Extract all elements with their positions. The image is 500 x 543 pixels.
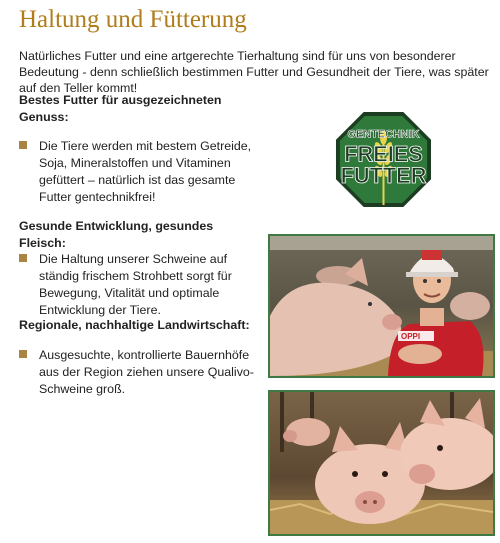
- bullet-text: Die Tiere werden mit bestem Getreide, Soja, Mineralstoffen und Vitaminen gefüttert – natürlich ist das gesamte Futter gentechnikfrei!: [39, 139, 252, 204]
- bullet-text: Ausgesuchte, kontrollierte Bauernhöfe aus der Region ziehen unsere Qualivo-Schweine groß.: [39, 348, 254, 396]
- bullet-square-icon: [19, 141, 27, 149]
- list-item-development: [19, 251, 259, 319]
- section-heading-feed: Bestes Futter für ausgezeichneten Genuss:: [19, 93, 222, 124]
- photo-farmer-with-pig: [268, 234, 495, 378]
- bullet-square-icon: [19, 350, 27, 358]
- badge-line2-text: FUTTER: [340, 163, 427, 189]
- section-heading-regional: Regionale, nachhaltige Landwirtschaft:: [19, 318, 250, 332]
- list-item-feed: [19, 138, 259, 206]
- gentechnikfrei-badge: [334, 110, 433, 209]
- intro-paragraph: Natürliches Futter und eine artgerechte Tierhaltung sind für uns von besonderer Bedeutung - denn schließlich bestimmen Futter und Gesundheit der Tiere, was später auf den Teller kommt!: [19, 49, 489, 95]
- page-title: Haltung und Fütterung: [19, 6, 247, 33]
- badge-line1-text: FREIES: [344, 141, 423, 167]
- shirt-print-text: OPPI: [401, 332, 421, 341]
- badge-top-text: GENTECHNIK: [347, 128, 420, 141]
- bullet-text: Die Haltung unserer Schweine auf ständig frischem Strohbett sorgt für Bewegung, Vitalität und optimale Entwicklung der Tiere.: [39, 252, 232, 317]
- bullet-square-icon: [19, 254, 27, 262]
- photo-pigs-in-straw: [268, 390, 495, 536]
- list-item-regional: [19, 347, 259, 398]
- section-heading-development: Gesunde Entwicklung, gesundes Fleisch:: [19, 219, 214, 250]
